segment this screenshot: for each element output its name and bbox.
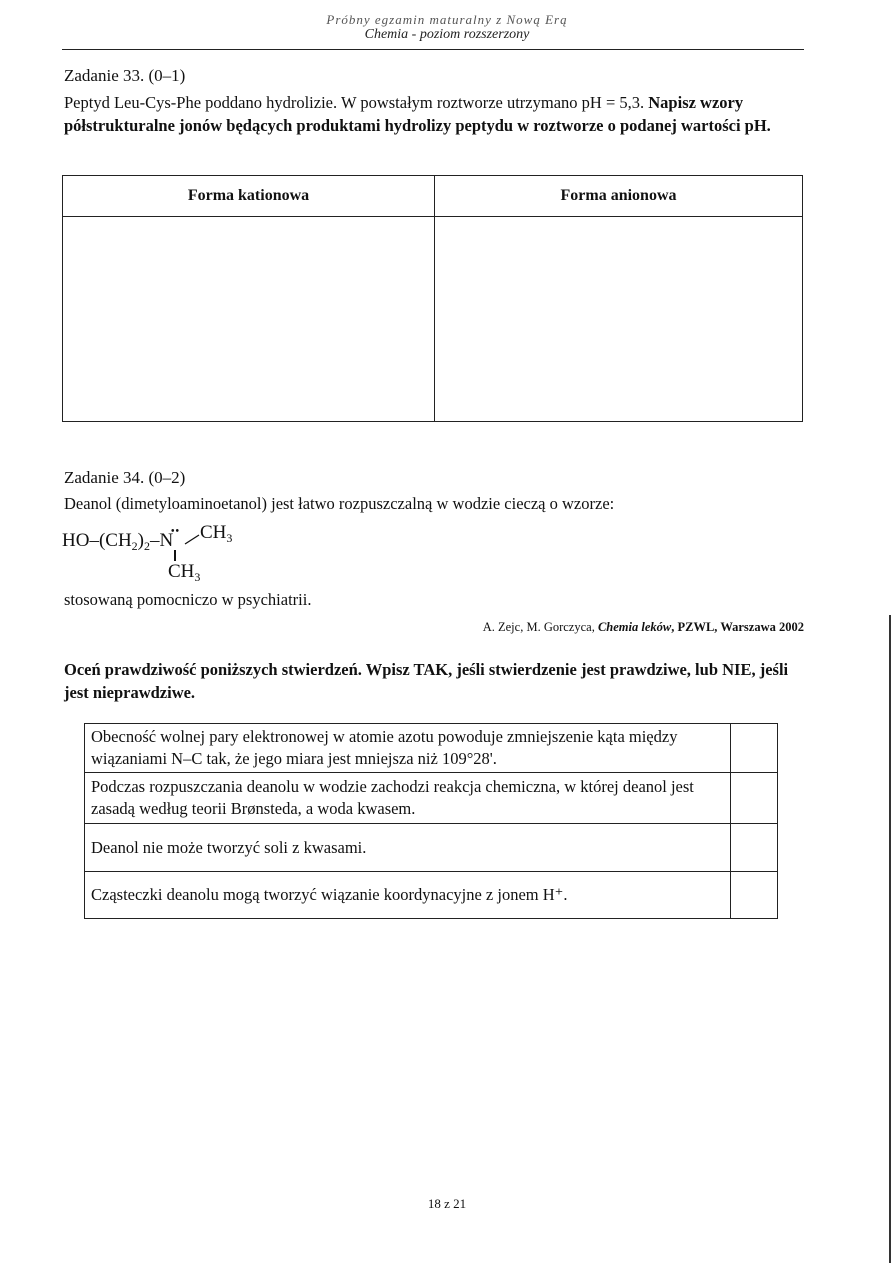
methyl-bottom-sub: 3	[194, 570, 201, 584]
methyl-bottom-text: CH	[168, 561, 195, 582]
methyl-top-sub: 3	[226, 531, 233, 545]
statement-text: Deanol nie może tworzyć soli z kwasami.	[85, 824, 731, 871]
lone-pair-dots: ••	[171, 526, 181, 537]
reference-title: Chemia leków	[597, 620, 672, 634]
reference-publisher: , PZWL, Warszawa 2002	[671, 620, 804, 634]
anion-answer-area[interactable]	[435, 217, 802, 419]
formula-sub2: 2	[144, 539, 150, 553]
cation-column	[63, 176, 435, 421]
header-divider	[62, 49, 804, 50]
answer-cell[interactable]	[731, 824, 777, 871]
methyl-top	[200, 522, 232, 546]
task-34-instruction: Oceń prawdziwość poniższych stwierdzeń. Wpisz TAK, jeśli stwierdzenie jest prawdziwe, lub NIE, jeśli jest nieprawdziwe.	[64, 660, 789, 702]
exam-header-subject: Chemia - poziom rozszerzony	[364, 27, 530, 42]
statement-text: Podczas rozpuszczania deanolu w wodzie zachodzi reakcja chemiczna, w której deanol jest zasadą według teorii Brønsteda, a woda kwasem.	[85, 773, 731, 823]
reference-authors: A. Zejc, M. Gorczyca,	[482, 620, 598, 634]
deanol-formula	[62, 530, 173, 554]
answer-table-33	[62, 175, 803, 422]
methyl-bottom	[168, 561, 200, 585]
task-33-text	[64, 91, 804, 137]
formula-sub1: 2	[131, 539, 138, 553]
formula-nitrogen: –N	[150, 530, 174, 551]
formula-prefix: HO–(CH	[62, 530, 132, 551]
task-34-after-formula: stosowaną pomocniczo w psychiatrii.	[64, 590, 312, 609]
task-33-context: Peptyd Leu-Cys-Phe poddano hydrolizie. W powstałym roztworze utrzymano pH = 5,3.	[64, 93, 649, 112]
scan-edge-line	[889, 615, 891, 1263]
task-34-intro: Deanol (dimetyloaminoetanol) jest łatwo rozpuszczalną w wodzie cieczą o wzorze:	[64, 494, 615, 513]
anion-column	[435, 176, 802, 421]
statement-text: Cząsteczki deanolu mogą tworzyć wiązanie koordynacyjne z jonem H⁺.	[85, 872, 731, 918]
cation-header: Forma kationowa	[63, 176, 434, 217]
task-33-instruction: Napisz wzory półstrukturalne jonów będących produktami hydrolizy peptydu w roztworze o podanej wartości pH.	[64, 93, 771, 135]
statement-text: Obecność wolnej pary elektronowej w atomie azotu powoduje zmniejszenie kąta między wiązaniami N–C tak, że jego miara jest mniejsza niż 109°28'.	[85, 724, 731, 772]
page-number: 18 z 21	[427, 1196, 467, 1211]
statement-row	[85, 824, 777, 872]
statement-row	[85, 724, 777, 773]
exam-header-title: Próbny egzamin maturalny z Nową Erą	[326, 12, 568, 27]
answer-cell[interactable]	[731, 872, 777, 918]
task-34-title: Zadanie 34. (0–2)	[64, 468, 186, 487]
methyl-top-text: CH	[200, 522, 227, 543]
answer-cell[interactable]	[731, 773, 777, 823]
statement-row	[85, 773, 777, 824]
anion-header: Forma anionowa	[435, 176, 802, 217]
bond-to-bottom-methyl	[174, 550, 176, 561]
statement-row	[85, 872, 777, 918]
cation-answer-area[interactable]	[63, 217, 434, 419]
task-33-title: Zadanie 33. (0–1)	[64, 66, 186, 85]
formula-close: )	[137, 530, 144, 551]
reference-citation	[483, 620, 804, 635]
true-false-table	[84, 723, 778, 919]
answer-cell[interactable]	[731, 724, 777, 772]
